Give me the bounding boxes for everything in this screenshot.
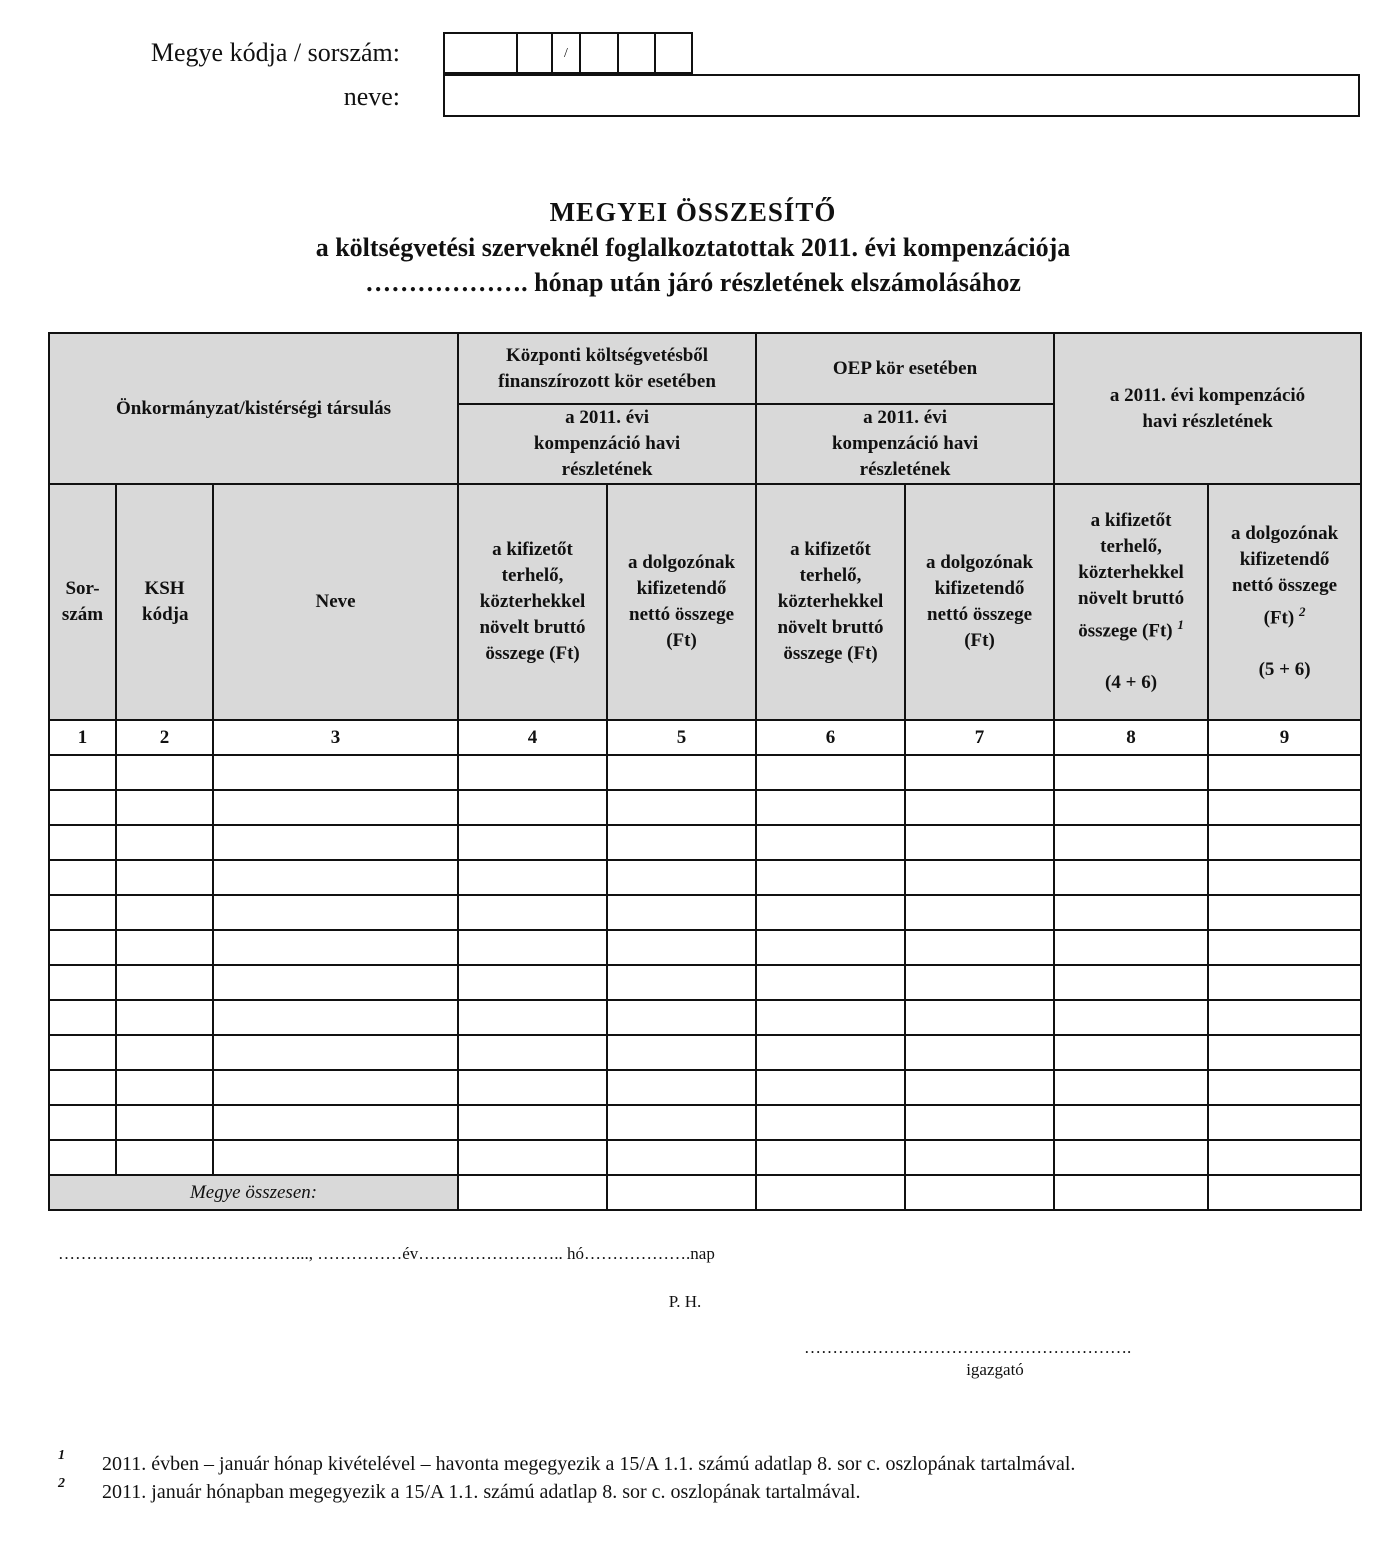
code-cell[interactable] bbox=[516, 32, 553, 74]
table-row bbox=[49, 1035, 1361, 1070]
table-cell[interactable] bbox=[1054, 860, 1208, 895]
code-cell[interactable] bbox=[617, 32, 656, 74]
table-cell[interactable] bbox=[905, 1070, 1054, 1105]
table-cell[interactable] bbox=[213, 965, 458, 1000]
table-cell[interactable] bbox=[116, 930, 213, 965]
table-cell[interactable] bbox=[213, 1105, 458, 1140]
table-cell[interactable] bbox=[1054, 790, 1208, 825]
table-cell[interactable] bbox=[1054, 755, 1208, 790]
table-cell[interactable] bbox=[49, 790, 116, 825]
table-cell[interactable] bbox=[905, 755, 1054, 790]
table-cell[interactable] bbox=[458, 825, 607, 860]
table-cell[interactable] bbox=[1054, 1000, 1208, 1035]
table-cell[interactable] bbox=[458, 930, 607, 965]
table-cell[interactable] bbox=[1208, 1000, 1361, 1035]
table-cell[interactable] bbox=[458, 1000, 607, 1035]
col-number: 3 bbox=[213, 720, 458, 755]
table-cell[interactable] bbox=[213, 860, 458, 895]
col-8-header: a kifizetőt terhelő, közterhekkel növelt bruttó összege (Ft) $^1$ (4 + 6) bbox=[1054, 484, 1208, 720]
table-cell[interactable] bbox=[756, 860, 905, 895]
table-cell[interactable] bbox=[905, 1035, 1054, 1070]
date-line: ……………………………………..., ……………év…………………….. hó……………….nap bbox=[58, 1244, 715, 1263]
table-cell[interactable] bbox=[607, 1070, 756, 1105]
table-cell[interactable] bbox=[905, 1105, 1054, 1140]
code-cell[interactable] bbox=[443, 32, 518, 74]
col-number: 8 bbox=[1054, 720, 1208, 755]
table-cell[interactable] bbox=[116, 1140, 213, 1175]
table-cell[interactable] bbox=[116, 895, 213, 930]
county-name-field[interactable] bbox=[443, 74, 1360, 117]
table-cell[interactable] bbox=[1208, 755, 1361, 790]
table-cell[interactable] bbox=[116, 1105, 213, 1140]
table-cell[interactable] bbox=[49, 1070, 116, 1105]
table-cell[interactable] bbox=[1208, 860, 1361, 895]
table-cell[interactable] bbox=[607, 930, 756, 965]
code-cell[interactable] bbox=[579, 32, 619, 74]
total-cell[interactable] bbox=[756, 1175, 905, 1210]
table-cell[interactable] bbox=[1208, 895, 1361, 930]
table-cell[interactable] bbox=[607, 965, 756, 1000]
footnote-mark: 1 bbox=[58, 1448, 65, 1463]
table-cell[interactable] bbox=[116, 1035, 213, 1070]
director-label: igazgató bbox=[966, 1360, 1024, 1379]
table-cell[interactable] bbox=[1208, 930, 1361, 965]
table-row bbox=[49, 755, 1361, 790]
col-number: 2 bbox=[116, 720, 213, 755]
table-cell[interactable] bbox=[905, 930, 1054, 965]
table-cell[interactable] bbox=[905, 965, 1054, 1000]
table-cell[interactable] bbox=[1054, 895, 1208, 930]
table-cell[interactable] bbox=[756, 1070, 905, 1105]
table-cell[interactable] bbox=[756, 895, 905, 930]
table-cell[interactable] bbox=[213, 1140, 458, 1175]
table-cell[interactable] bbox=[607, 860, 756, 895]
table-cell[interactable] bbox=[458, 1140, 607, 1175]
col-number: 4 bbox=[458, 720, 607, 755]
table-cell[interactable] bbox=[49, 1035, 116, 1070]
table-cell[interactable] bbox=[756, 1035, 905, 1070]
col-9-header: a dolgozónak kifizetendő nettó összege (Ft) $^2$ (5 + 6) bbox=[1208, 484, 1361, 720]
group-onkormanyzat: Önkormányzat/kistérségi társulás bbox=[49, 333, 458, 484]
table-cell[interactable] bbox=[213, 790, 458, 825]
table-row bbox=[49, 825, 1361, 860]
footnote-mark: 2 bbox=[58, 1476, 65, 1491]
table-cell[interactable] bbox=[213, 1035, 458, 1070]
code-separator: / bbox=[551, 32, 581, 74]
table-cell[interactable] bbox=[458, 895, 607, 930]
table-cell[interactable] bbox=[49, 930, 116, 965]
col-number: 7 bbox=[905, 720, 1054, 755]
page-subtitle: a költségvetési szerveknél foglalkoztatottak 2011. évi kompenzációja bbox=[315, 233, 1071, 262]
table-cell[interactable] bbox=[607, 755, 756, 790]
table-row bbox=[49, 965, 1361, 1000]
table-cell[interactable] bbox=[607, 1000, 756, 1035]
table-cell[interactable] bbox=[458, 965, 607, 1000]
table-cell[interactable] bbox=[1208, 965, 1361, 1000]
group-oep: OEP kör esetében bbox=[756, 333, 1054, 404]
table-row bbox=[49, 860, 1361, 895]
table-cell[interactable] bbox=[756, 1105, 905, 1140]
table-cell[interactable] bbox=[458, 860, 607, 895]
footnote-text: 2011. január hónapban megegyezik a 15/A 1.1. számú adatlap 8. sor c. oszlopának tartalmával. bbox=[102, 1481, 861, 1503]
page-title: MEGYEI ÖSSZESÍTŐ bbox=[549, 197, 837, 227]
table-row bbox=[49, 1140, 1361, 1175]
table-cell[interactable] bbox=[116, 1070, 213, 1105]
table-cell[interactable] bbox=[607, 1140, 756, 1175]
table-cell[interactable] bbox=[116, 755, 213, 790]
col-sorszam-header: Sor-szám bbox=[49, 484, 116, 720]
table-cell[interactable] bbox=[116, 965, 213, 1000]
table-cell[interactable] bbox=[458, 1035, 607, 1070]
code-cell[interactable] bbox=[654, 32, 693, 74]
table-cell[interactable] bbox=[458, 790, 607, 825]
table-cell[interactable] bbox=[1054, 825, 1208, 860]
table-cell[interactable] bbox=[756, 790, 905, 825]
total-cell[interactable] bbox=[1054, 1175, 1208, 1210]
table-cell[interactable] bbox=[116, 860, 213, 895]
table-cell[interactable] bbox=[49, 1000, 116, 1035]
table-cell[interactable] bbox=[905, 1140, 1054, 1175]
table-cell[interactable] bbox=[49, 1105, 116, 1140]
sub-kozponti: a 2011. évi kompenzáció havi részletének bbox=[458, 404, 756, 484]
table-row bbox=[49, 930, 1361, 965]
col-number: 5 bbox=[607, 720, 756, 755]
table-cell[interactable] bbox=[607, 895, 756, 930]
table-cell[interactable] bbox=[756, 930, 905, 965]
table-row bbox=[49, 790, 1361, 825]
county-total-label: Megye összesen: bbox=[49, 1175, 458, 1210]
table-cell[interactable] bbox=[607, 825, 756, 860]
table-row bbox=[49, 895, 1361, 930]
col-4-header: a kifizetőt terhelő, közterhekkel növelt bruttó összege (Ft) bbox=[458, 484, 607, 720]
table-cell[interactable] bbox=[49, 965, 116, 1000]
table-row bbox=[49, 1070, 1361, 1105]
table-cell[interactable] bbox=[1208, 1105, 1361, 1140]
col-neve-header: Neve bbox=[213, 484, 458, 720]
table-cell[interactable] bbox=[49, 755, 116, 790]
name-label: neve: bbox=[343, 82, 400, 111]
table-cell[interactable] bbox=[1054, 930, 1208, 965]
col-number: 6 bbox=[756, 720, 905, 755]
table-cell[interactable] bbox=[756, 755, 905, 790]
table-cell[interactable] bbox=[213, 755, 458, 790]
group-kozponti: Központi költségvetésből finanszírozott kör esetében bbox=[458, 333, 756, 404]
table-cell[interactable] bbox=[1054, 1105, 1208, 1140]
table-cell[interactable] bbox=[607, 1105, 756, 1140]
table-cell[interactable] bbox=[905, 1000, 1054, 1035]
table-cell[interactable] bbox=[213, 1070, 458, 1105]
table-cell[interactable] bbox=[49, 860, 116, 895]
total-cell[interactable] bbox=[458, 1175, 607, 1210]
table-cell[interactable] bbox=[1054, 965, 1208, 1000]
table-cell[interactable] bbox=[213, 1000, 458, 1035]
col-ksh-header: KSH kódja bbox=[116, 484, 213, 720]
signature-line: …………………………………………………. bbox=[804, 1338, 1132, 1357]
county-code-label: Megye kódja / sorszám: bbox=[150, 38, 400, 67]
table-cell[interactable] bbox=[1054, 1140, 1208, 1175]
table-cell[interactable] bbox=[607, 1035, 756, 1070]
table-cell[interactable] bbox=[1208, 790, 1361, 825]
table-cell[interactable] bbox=[607, 790, 756, 825]
table-cell[interactable] bbox=[116, 1000, 213, 1035]
table-cell[interactable] bbox=[756, 825, 905, 860]
table-cell[interactable] bbox=[49, 895, 116, 930]
table-cell[interactable] bbox=[905, 860, 1054, 895]
stamp-placeholder: P. H. bbox=[668, 1292, 702, 1311]
table-cell[interactable] bbox=[213, 930, 458, 965]
total-cell[interactable] bbox=[1208, 1175, 1361, 1210]
group-total: a 2011. évi kompenzáció havi részletének bbox=[1054, 333, 1361, 484]
table-cell[interactable] bbox=[49, 1140, 116, 1175]
table-row bbox=[49, 1000, 1361, 1035]
table-cell[interactable] bbox=[1208, 1070, 1361, 1105]
table-cell[interactable] bbox=[1208, 1140, 1361, 1175]
col-7-header: a dolgozónak kifizetendő nettó összege (Ft) bbox=[905, 484, 1054, 720]
sub-oep: a 2011. évi kompenzáció havi részletének bbox=[756, 404, 1054, 484]
page-subtitle-2: ………………. hónap után járó részletének elszámolásához bbox=[365, 268, 1021, 297]
table-cell[interactable] bbox=[213, 895, 458, 930]
table-cell[interactable] bbox=[756, 1140, 905, 1175]
table-cell[interactable] bbox=[905, 895, 1054, 930]
table-cell[interactable] bbox=[1054, 1035, 1208, 1070]
table-cell[interactable] bbox=[458, 755, 607, 790]
total-cell[interactable] bbox=[607, 1175, 756, 1210]
table-cell[interactable] bbox=[49, 825, 116, 860]
col-6-header: a kifizetőt terhelő, közterhekkel növelt bruttó összege (Ft) bbox=[756, 484, 905, 720]
col-number: 1 bbox=[49, 720, 116, 755]
table-cell[interactable] bbox=[905, 790, 1054, 825]
table-row bbox=[49, 1105, 1361, 1140]
total-cell[interactable] bbox=[905, 1175, 1054, 1210]
col-5-header: a dolgozónak kifizetendő nettó összege (Ft) bbox=[607, 484, 756, 720]
table-cell[interactable] bbox=[213, 825, 458, 860]
table-cell[interactable] bbox=[1208, 825, 1361, 860]
table-cell[interactable] bbox=[756, 965, 905, 1000]
footnote-text: 2011. évben – január hónap kivételével – havonta megegyezik a 15/A 1.1. számú adatlap 8. sor c. oszlopának tartalmával. bbox=[102, 1453, 1076, 1475]
table-cell[interactable] bbox=[116, 825, 213, 860]
table-cell[interactable] bbox=[756, 1000, 905, 1035]
table-cell[interactable] bbox=[1054, 1070, 1208, 1105]
col-number: 9 bbox=[1208, 720, 1361, 755]
table-cell[interactable] bbox=[458, 1070, 607, 1105]
county-code-field[interactable] bbox=[443, 32, 693, 74]
summary-table bbox=[48, 332, 1362, 1211]
table-cell[interactable] bbox=[458, 1105, 607, 1140]
table-cell[interactable] bbox=[116, 790, 213, 825]
table-cell[interactable] bbox=[905, 825, 1054, 860]
table-cell[interactable] bbox=[1208, 1035, 1361, 1070]
